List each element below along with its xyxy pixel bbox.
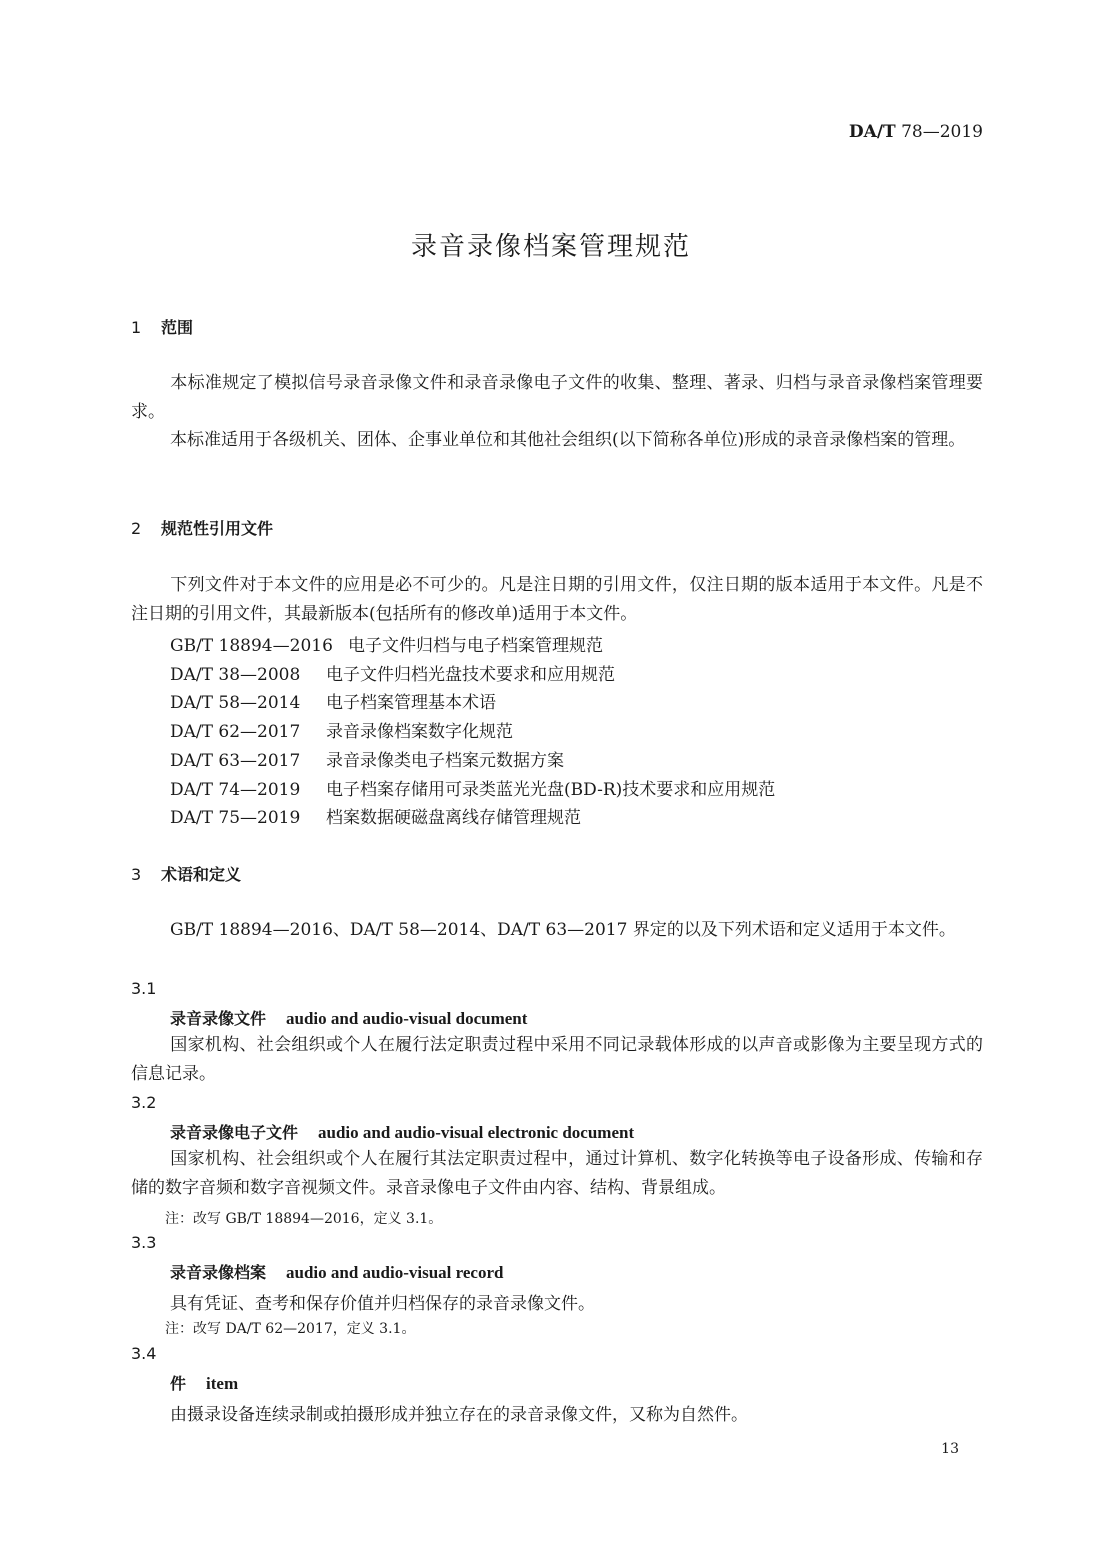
section-title: 术语和定义 — [161, 865, 242, 884]
term-en: audio and audio-visual document — [286, 1009, 528, 1028]
term-note: 注：改写 GB/T 18894—2016，定义 3.1。 — [165, 1211, 443, 1227]
reference-code: DA/T 63—2017 — [170, 751, 301, 771]
paragraph-text: GB/T 18894—2016、DA/T 58—2014、DA/T 63—2017 界定的以及下列术语和定义适用于本文件。 — [170, 920, 956, 940]
term-zh: 件 — [170, 1374, 187, 1393]
reference-item — [170, 746, 564, 771]
reference-title: 档案数据硬磁盘离线存储管理规范 — [326, 808, 581, 828]
reference-title: 电子文件归档与电子档案管理规范 — [348, 636, 603, 656]
document-title: 录音录像档案管理规范 — [410, 232, 691, 262]
term-definition — [131, 1145, 983, 1202]
term-definition: 具有凭证、查考和保存价值并归档保存的录音录像文件。 — [170, 1294, 595, 1314]
reference-code: DA/T 74—2019 — [170, 780, 301, 800]
term-zh: 录音录像档案 — [170, 1263, 267, 1282]
reference-code: DA/T 58—2014 — [170, 693, 301, 713]
term-zh: 录音录像电子文件 — [170, 1123, 299, 1142]
section-number: 3 — [131, 865, 142, 884]
term-heading — [170, 1006, 527, 1029]
term-heading — [170, 1120, 634, 1143]
references-intro — [131, 571, 983, 628]
reference-item — [170, 688, 496, 713]
standard-prefix: DA/T — [848, 122, 896, 142]
reference-title: 电子档案存储用可录类蓝光光盘(BD-R)技术要求和应用规范 — [326, 780, 776, 800]
section-title: 范围 — [161, 318, 194, 337]
section-number: 1 — [131, 318, 142, 337]
reference-item — [170, 631, 603, 656]
term-number: 3.3 — [131, 1233, 157, 1252]
paragraph-text: 本标准适用于各级机关、团体、企事业单位和其他社会组织(以下简称各单位)形成的录音录像档案的管理。 — [170, 430, 966, 450]
section-heading-3 — [131, 862, 241, 885]
reference-title: 电子档案管理基本术语 — [326, 693, 496, 713]
term-en: audio and audio-visual electronic document — [318, 1123, 635, 1142]
term-number: 3.2 — [131, 1093, 157, 1112]
term-number: 3.1 — [131, 979, 157, 998]
term-definition — [131, 1031, 983, 1088]
reference-title: 录音录像档案数字化规范 — [326, 722, 513, 742]
scope-paragraph-2 — [131, 426, 983, 455]
reference-item — [170, 775, 775, 800]
term-heading — [170, 1371, 238, 1394]
reference-code: GB/T 18894—2016 — [170, 636, 333, 656]
reference-code: DA/T 62—2017 — [170, 722, 301, 742]
term-zh: 录音录像文件 — [170, 1009, 267, 1028]
term-en: audio and audio-visual record — [286, 1263, 504, 1282]
reference-item — [170, 803, 581, 828]
section-number: 2 — [131, 519, 142, 538]
terms-intro — [131, 916, 983, 945]
term-en: item — [206, 1374, 239, 1393]
standard-number: 78—2019 — [901, 122, 983, 142]
term-note: 注：改写 DA/T 62—2017，定义 3.1。 — [165, 1321, 416, 1337]
paragraph-text: 下列文件对于本文件的应用是必不可少的。凡是注日期的引用文件，仅注日期的版本适用于本文件。凡是不注日期的引用文件，其最新版本(包括所有的修改单)适用于本文件。 — [131, 575, 983, 624]
term-heading — [170, 1260, 503, 1283]
definition-text: 国家机构、社会组织或个人在履行其法定职责过程中，通过计算机、数字化转换等电子设备形成、传输和存储的数字音频和数字音视频文件。录音录像电子文件由内容、结构、背景组成。 — [131, 1149, 983, 1198]
definition-text: 国家机构、社会组织或个人在履行法定职责过程中采用不同记录载体形成的以声音或影像为主要呈现方式的信息记录。 — [131, 1035, 983, 1084]
term-definition: 由摄录设备连续录制或拍摄形成并独立存在的录音录像文件，又称为自然件。 — [170, 1405, 748, 1425]
paragraph-text: 本标准规定了模拟信号录音录像文件和录音录像电子文件的收集、整理、著录、归档与录音录像档案管理要求。 — [131, 373, 983, 422]
reference-title: 录音录像类电子档案元数据方案 — [326, 751, 564, 771]
section-heading-1 — [131, 315, 193, 338]
section-title: 规范性引用文件 — [161, 519, 274, 538]
scope-paragraph-1 — [131, 369, 983, 426]
term-number: 3.4 — [131, 1344, 157, 1363]
page-number: 13 — [941, 1441, 959, 1457]
reference-code: DA/T 38—2008 — [170, 665, 301, 685]
section-heading-2 — [131, 516, 273, 539]
reference-title: 电子文件归档光盘技术要求和应用规范 — [326, 665, 615, 685]
reference-item — [170, 660, 615, 685]
standard-code — [849, 122, 983, 142]
reference-code: DA/T 75—2019 — [170, 808, 301, 828]
reference-item — [170, 717, 513, 742]
